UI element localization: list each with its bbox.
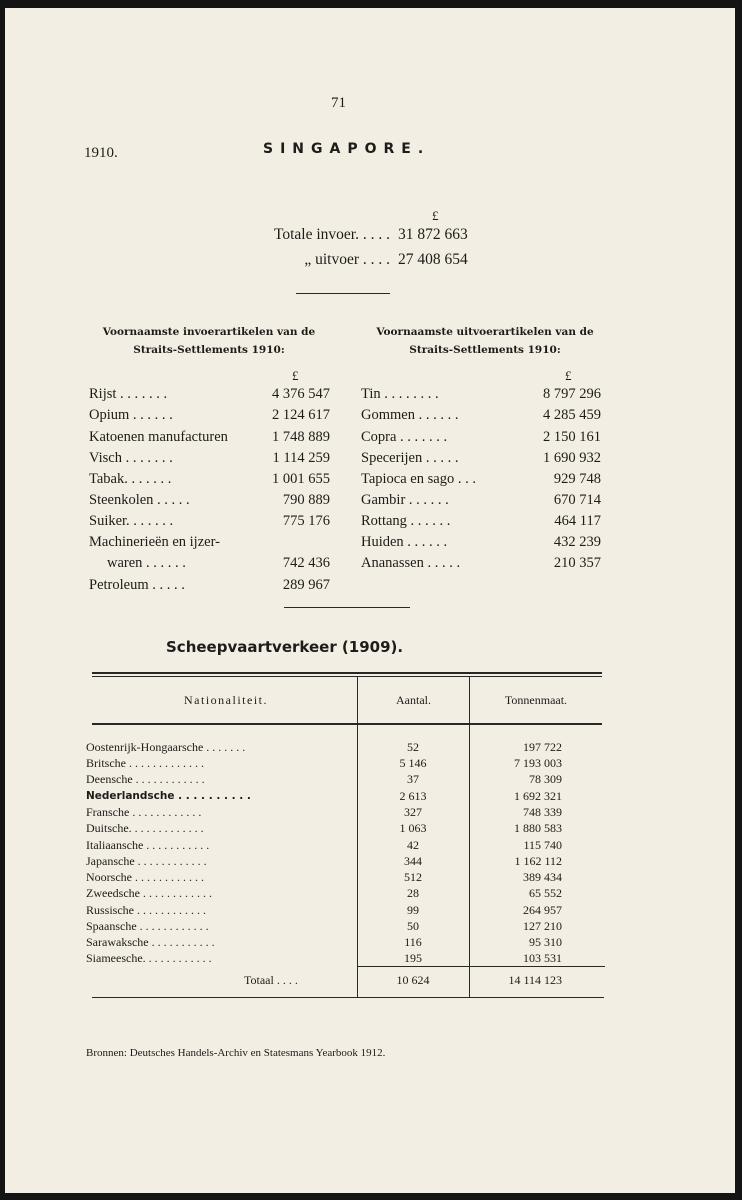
export-label: Rottang . . . . . . — [361, 513, 451, 529]
count-cell: 28 — [407, 886, 419, 900]
shipping-title: Scheepvaartverkeer (1909). — [166, 638, 404, 656]
import-label: Rijst . . . . . . . — [89, 386, 168, 402]
count-cell: 37 — [407, 772, 419, 786]
count-cell: 99 — [407, 903, 419, 917]
import-label: Suiker. . . . . . . — [89, 513, 174, 529]
table-row — [86, 918, 606, 934]
total-import-label: Totale invoer. . . . . — [273, 226, 390, 243]
count-cell: 327 — [404, 805, 422, 819]
nationality-cell: Japansche . . . . . . . . . . . . — [86, 854, 207, 868]
export-value: 464 117 — [554, 513, 601, 529]
export-label: Tin . . . . . . . . — [361, 386, 439, 402]
table-row — [86, 739, 606, 755]
total-import-value: 31 872 663 — [398, 226, 468, 243]
export-label: Tapioca en sago . . . — [361, 471, 476, 487]
import-value: 4 376 547 — [272, 386, 330, 402]
table-top-rule — [92, 672, 602, 674]
export-row — [361, 427, 601, 447]
export-value: 8 797 296 — [543, 386, 601, 402]
nationality-cell: Deensche . . . . . . . . . . . . — [86, 772, 205, 786]
table-row — [86, 869, 606, 885]
count-cell: 2 613 — [399, 789, 427, 803]
count-cell: 52 — [407, 740, 419, 754]
import-label: Visch . . . . . . . — [89, 450, 173, 466]
import-row — [89, 384, 330, 404]
total-count: 10 624 — [396, 973, 430, 987]
export-row — [361, 532, 601, 552]
count-cell: 512 — [404, 870, 422, 884]
import-value: 1 748 889 — [272, 429, 330, 445]
export-value: 929 748 — [553, 471, 601, 487]
import-value: 289 967 — [282, 577, 330, 593]
tonnage-cell: 95 310 — [529, 935, 562, 949]
nationality-cell: Sarawaksche . . . . . . . . . . . — [86, 935, 215, 949]
import-value: 1 114 259 — [272, 450, 330, 466]
export-label: Huiden . . . . . . — [361, 534, 448, 550]
export-label: Specerijen . . . . . — [361, 450, 459, 466]
import-value: 2 124 617 — [272, 407, 330, 423]
header-rule — [92, 723, 602, 725]
tonnage-cell: 1 162 112 — [514, 854, 562, 868]
import-row — [89, 532, 330, 552]
import-row — [89, 490, 330, 510]
export-row — [361, 448, 601, 468]
export-row — [361, 469, 601, 489]
total-tonnage: 14 114 123 — [508, 973, 562, 987]
tonnage-cell: 389 434 — [523, 870, 562, 884]
table-row — [86, 820, 606, 836]
exports-heading: Voornaamste uitvoerartikelen van de Straits-Settlements 1910: — [376, 326, 594, 356]
nationality-cell: Siameesche. . . . . . . . . . . . — [86, 951, 212, 965]
tonnage-cell: 65 552 — [529, 886, 562, 900]
nationality-cell: Russische . . . . . . . . . . . . — [86, 903, 206, 917]
divider-rule — [284, 607, 410, 608]
nationality-cell: Spaansche . . . . . . . . . . . . — [86, 919, 209, 933]
table-row — [86, 950, 606, 966]
source-note: Bronnen: Deutsches Handels-Archiv en Statesmans Yearbook 1912. — [86, 1047, 386, 1059]
nationality-cell: Britsche . . . . . . . . . . . . . — [86, 756, 204, 770]
count-cell: 195 — [404, 951, 422, 965]
imports-heading: Voornaamste invoerartikelen van de Straits-Settlements 1910: — [102, 326, 316, 356]
page — [5, 8, 735, 1193]
import-value: 1 001 655 — [272, 471, 330, 487]
import-row — [89, 405, 330, 425]
tonnage-cell: 78 309 — [529, 772, 562, 786]
export-row — [361, 405, 601, 425]
nationality-cell: Nederlandsche . . . . . . . . . . — [86, 790, 251, 802]
export-row — [361, 384, 601, 404]
nationality-cell: Noorsche . . . . . . . . . . . . — [86, 870, 204, 884]
import-label: waren . . . . . . — [107, 555, 186, 571]
import-row — [89, 427, 330, 447]
import-row — [89, 448, 330, 468]
divider-rule — [296, 293, 390, 294]
count-cell: 5 146 — [399, 756, 427, 770]
table-row — [86, 902, 606, 918]
import-label: Petroleum . . . . . — [89, 577, 185, 593]
import-row — [89, 575, 330, 595]
table-row — [86, 837, 606, 853]
tonnage-cell: 748 339 — [523, 805, 562, 819]
tonnage-cell: 197 722 — [523, 740, 562, 754]
tonnage-cell: 1 692 321 — [514, 789, 562, 803]
import-value: 775 176 — [282, 513, 330, 529]
export-row — [361, 490, 601, 510]
export-label: Gommen . . . . . . — [361, 407, 459, 423]
import-row — [89, 469, 330, 489]
count-cell: 50 — [407, 919, 419, 933]
totals-currency: £ — [432, 208, 439, 223]
table-bottom-rule — [92, 997, 604, 998]
exports-currency: £ — [565, 368, 572, 383]
import-row — [107, 553, 330, 573]
export-row — [361, 553, 601, 573]
table-row — [86, 788, 606, 804]
nationality-cell: Italiaansche . . . . . . . . . . . — [86, 838, 210, 852]
count-cell: 1 063 — [399, 821, 427, 835]
page-title: SINGAPORE. — [263, 141, 431, 157]
import-value: 790 889 — [282, 492, 330, 508]
tonnage-cell: 127 210 — [523, 919, 562, 933]
col-header-nationality: Nationaliteit. — [184, 693, 268, 707]
count-cell: 344 — [404, 854, 422, 868]
export-value: 1 690 932 — [543, 450, 601, 466]
col-header-count: Aantal. — [396, 693, 431, 707]
col-header-tonnage: Tonnenmaat. — [504, 693, 568, 707]
tonnage-cell: 115 740 — [523, 838, 562, 852]
imports-currency: £ — [292, 368, 299, 383]
tonnage-cell: 103 531 — [523, 951, 562, 965]
tonnage-cell: 264 957 — [523, 903, 562, 917]
import-label: Tabak. . . . . . . — [89, 471, 172, 487]
nationality-cell: Fransche . . . . . . . . . . . . — [86, 805, 202, 819]
export-label: Copra . . . . . . . — [361, 429, 448, 445]
count-cell: 42 — [407, 838, 419, 852]
import-value: 742 436 — [282, 555, 330, 571]
export-value: 432 239 — [553, 534, 601, 550]
import-label: Katoenen manufacturen — [89, 429, 228, 445]
nationality-cell: Duitsche. . . . . . . . . . . . . — [86, 821, 204, 835]
total-export-value: 27 408 654 — [398, 251, 468, 268]
import-row — [89, 511, 330, 531]
export-row — [361, 511, 601, 531]
total-label: Totaal . . . . — [244, 973, 298, 987]
import-label: Machinerieën en ijzer- — [89, 534, 220, 550]
nationality-cell: Zweedsche . . . . . . . . . . . . — [86, 886, 212, 900]
table-row — [86, 804, 606, 820]
nationality-cell: Oostenrijk-Hongaarsche . . . . . . . — [86, 740, 246, 754]
total-export-label: „ uitvoer . . . . — [304, 251, 390, 268]
export-value: 210 357 — [553, 555, 601, 571]
import-label: Opium . . . . . . — [89, 407, 173, 423]
export-value: 2 150 161 — [543, 429, 601, 445]
table-row — [86, 934, 606, 950]
table-row — [86, 755, 606, 771]
export-label: Ananassen . . . . . — [361, 555, 461, 571]
total-rule — [357, 966, 605, 967]
table-row — [86, 885, 606, 901]
count-cell: 116 — [404, 935, 422, 949]
table-row — [86, 853, 606, 869]
tonnage-cell: 7 193 003 — [514, 756, 562, 770]
tonnage-cell: 1 880 583 — [514, 821, 562, 835]
export-value: 670 714 — [553, 492, 601, 508]
export-label: Gambir . . . . . . — [361, 492, 449, 508]
table-top-rule — [92, 676, 602, 677]
import-label: Steenkolen . . . . . — [89, 492, 190, 508]
total-row — [86, 972, 606, 988]
page-number: 71 — [331, 95, 346, 111]
year-label: 1910. — [84, 145, 118, 161]
table-row — [86, 771, 606, 787]
export-value: 4 285 459 — [543, 407, 601, 423]
